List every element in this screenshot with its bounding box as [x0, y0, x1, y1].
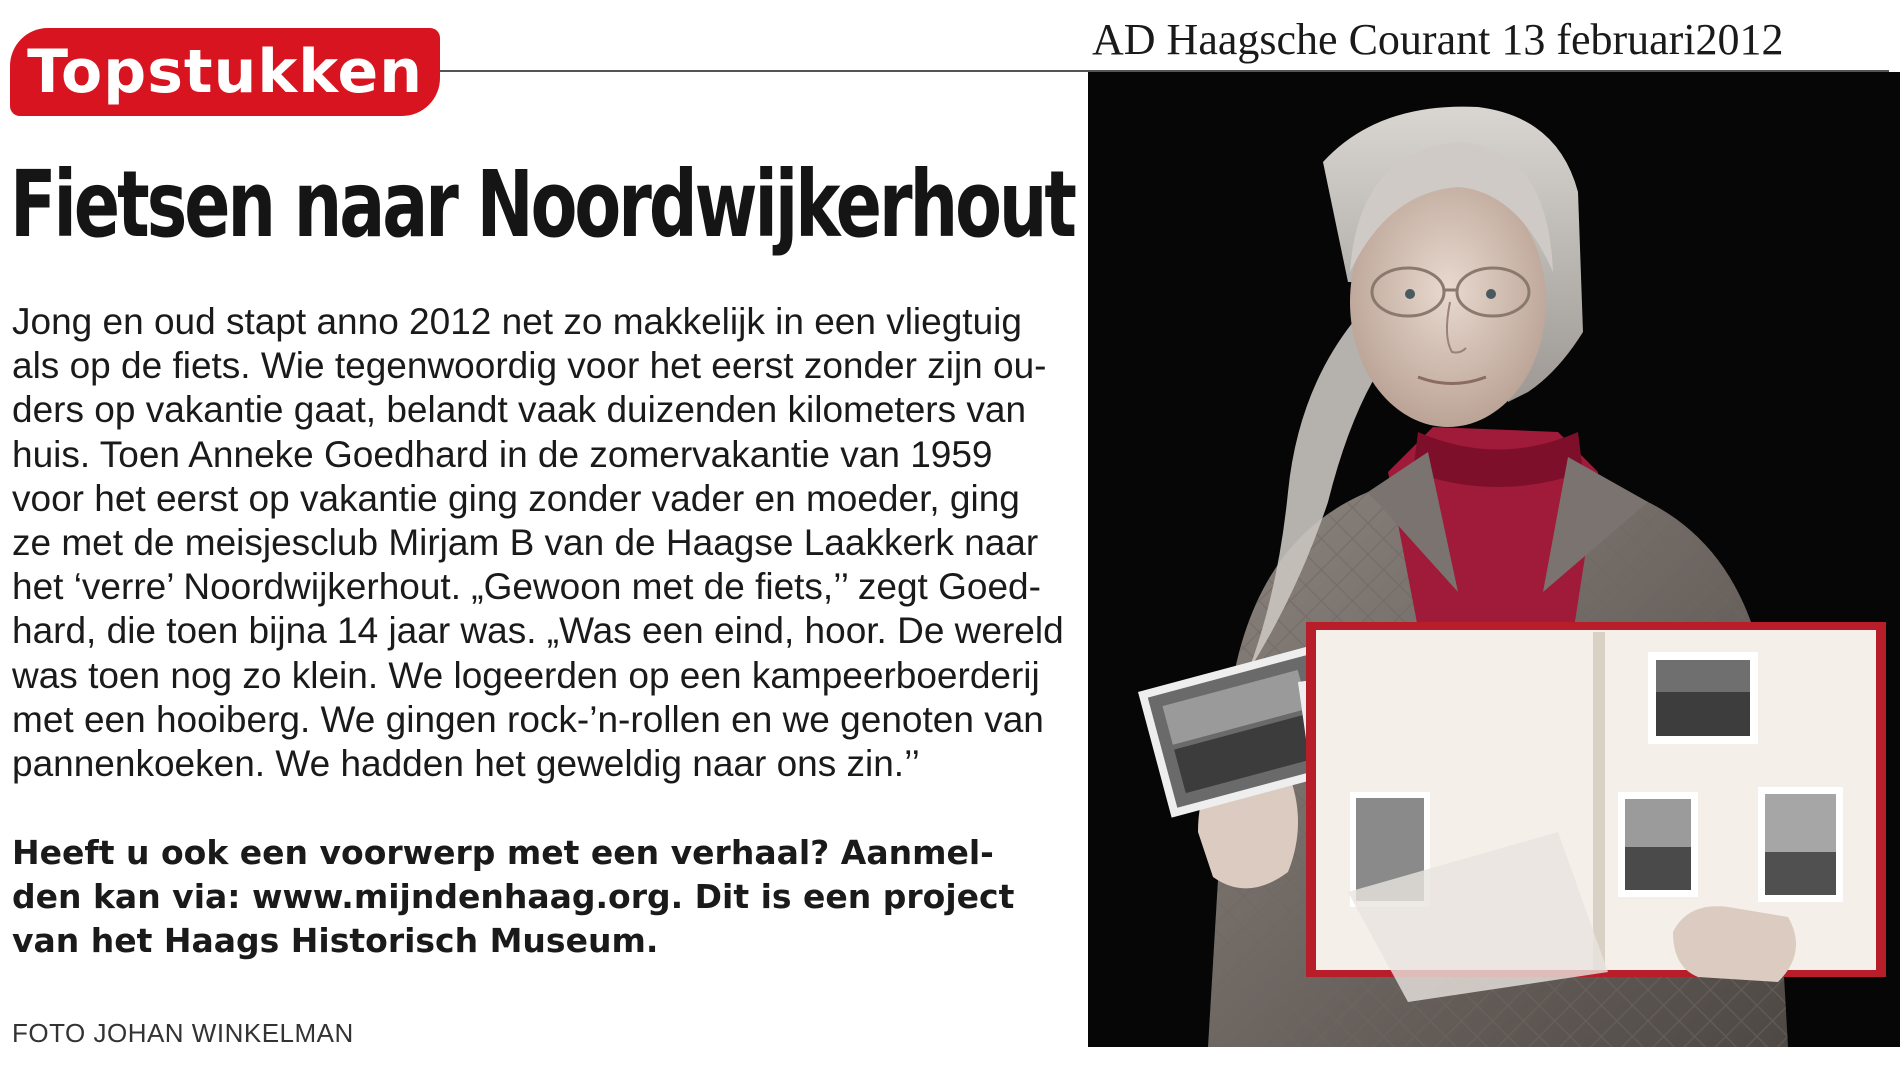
body-line: ze met de meisjesclub Mirjam B van de Haagse Laakkerk naar: [12, 522, 1039, 564]
body-line: Jong en oud stapt anno 2012 net zo makkelijk in een vliegtuig: [12, 301, 1022, 342]
body-line: was toen nog zo klein. We logeerden op een kampeerboerderij: [12, 654, 1040, 696]
article-photo: [1088, 72, 1900, 1047]
section-label: Topstukken: [10, 28, 440, 116]
body-line: met een hooiberg. We gingen rock-’n-rollen en we genoten van: [12, 698, 1044, 740]
cta-line: van het Haags Historisch Museum.: [12, 921, 659, 960]
publication-source: AD Haagsche Courant 13 februari2012: [1092, 15, 1784, 64]
body-line: hard, die toen bijna 14 jaar was. „Was een eind, hoor. De wereld: [12, 610, 1064, 652]
photo-illustration: [1088, 72, 1900, 1047]
body-line: huis. Toen Anneke Goedhard in de zomervakantie van 1959: [12, 433, 993, 475]
body-line: ders op vakantie gaat, belandt vaak duizenden kilometers van: [12, 389, 1027, 431]
body-line: het ‘verre’ Noordwijkerhout. „Gewoon met de fiets,’’ zegt Goed-: [12, 566, 1041, 608]
body-line: als op de fiets. Wie tegenwoordig voor het eerst zonder zijn ou-: [12, 345, 1047, 387]
call-to-action: [12, 831, 1052, 963]
photo-credit: FOTO JOHAN WINKELMAN: [12, 1018, 354, 1048]
cta-line: den kan via: www.mijndenhaag.org. Dit is een project: [12, 877, 1015, 916]
article-headline: Fietsen naar Noordwijkerhout: [10, 151, 1075, 258]
cta-line: Heeft u ook een voorwerp met een verhaal? Aanmel-: [12, 833, 994, 872]
article-body: [12, 300, 1064, 786]
body-line: pannenkoeken. We hadden het geweldig naar ons zin.’’: [12, 743, 920, 785]
body-line: voor het eerst op vakantie ging zonder vader en moeder, ging: [12, 477, 1020, 519]
